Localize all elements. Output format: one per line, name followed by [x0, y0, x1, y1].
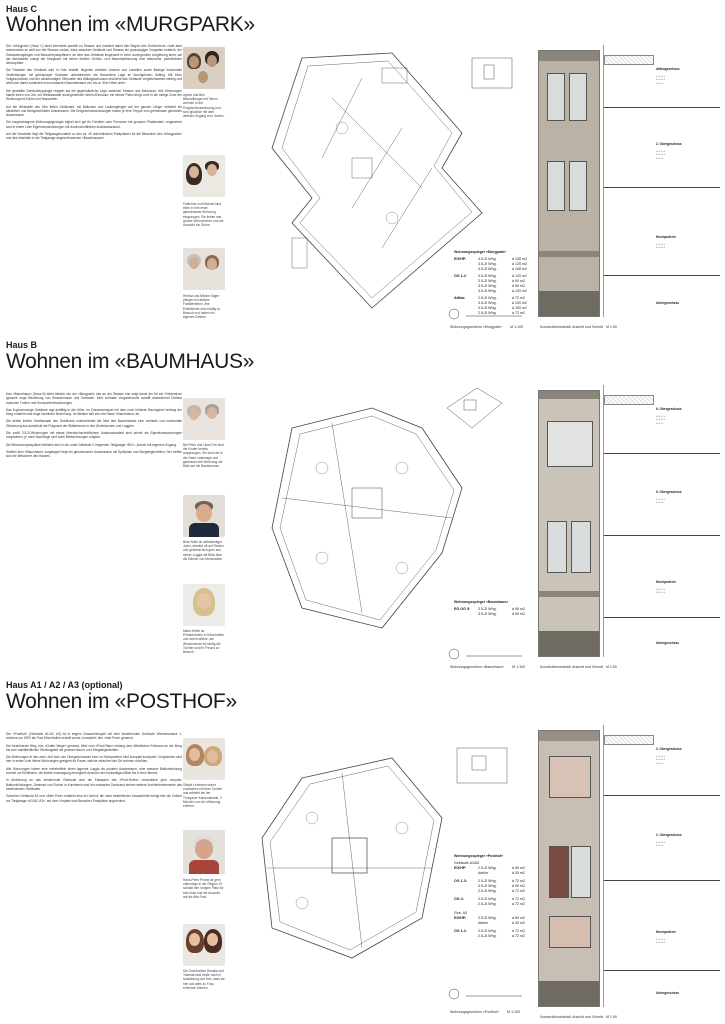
floor-plan: [232, 378, 532, 668]
haus-label: Haus A1 / A2 / A3 (optional): [6, 680, 123, 690]
spiegel-row: 3.5-Zi Whg. à 90 m2: [478, 284, 525, 288]
section-murgpark: [0, 0, 725, 333]
paragraph: Auf der Nordseite liegt die Tiefgaragenzufahrt zu den ca. 40 unterirdischen Parkplätzen für die Bewohner des «Murgparks» und des ebenfalls in die Tiefgarage angeschlossenen «Baumhauses».: [6, 132, 182, 141]
spiegel-row: 3.5-Zi Whg. à 90 m2: [478, 279, 525, 283]
plan-caption: Wohnungsgrundriss «Baumhaus» M 1:100: [450, 665, 526, 669]
plan-caption: Wohnungsgrundriss «Murgpark» M 1:100: [450, 325, 524, 329]
resident-photo: [183, 738, 225, 780]
photo-caption: Sibylle Lehmann wohnt zusammen mit ihrer Tochter und arbeitet bei der Thurgauer Kantonalbank, 3 Minuten von der Wohnung entfernt.: [183, 783, 223, 809]
spiegel-heading: Wohnungsspiegel «Murgpark»: [454, 250, 507, 254]
section-posthof: [0, 680, 725, 1019]
section-title: Wohnen im «MURGPARK»: [6, 13, 255, 36]
body-text: [6, 392, 182, 462]
spiegel-row: 2.5-Zi Whg. à 72 m2: [478, 311, 525, 315]
detail-caption: Konstruktionsdetail: Ansicht und Schnitt M 1:50: [540, 1015, 617, 1019]
body-text: [6, 732, 182, 806]
paragraph: Die vorgeschlagene Wohnungstypologie eignet sich gut für Familien oder Personen mit grossem Platzbedarf; vorgesehen sind in erster Linie Eigentumswohnungen mit durchschnittlichen Ausbaustandard.: [6, 120, 182, 129]
floor-label: 5. Obergeschoss: [656, 490, 682, 494]
photo-caption: Maria Heller ist Primarlehrerin in Münchwilen und wohnt alleine, am Wochenende ist häufig die Tochter und ihr Freund zu Besuch.: [183, 629, 225, 655]
paragraph: Die zwölf 3.5-Zi-Wohnungen mit etwas überdurchschnittlichem Ausbaustandard sind primär als Eigentumswohnungen vorgesehen, je nach Nachfrage sind auch Mietwohnungen möglich.: [6, 431, 182, 440]
floor-label: 2. Obergeschoss: [656, 833, 682, 837]
wohnungsspiegel: [454, 600, 525, 617]
paragraph: Zwischen Gebäude A2 und «Alter Post» entsteht eine Art Vorhof; die neue bestehender Ansatzdübbt erfolgt hier die Zufahrt zur Tiefgarage «A1/A2, A3», auf dem Vorplatz sind Besucher-Parkplätze angeordnet.: [6, 794, 182, 803]
resident-photo: [183, 924, 225, 966]
paragraph: Das 6-geschossige Gebäude ragt auffällig in die Höhe, im Zusammenspiel mit dem noch höheren Baumgürtel entlang der Murg entsteht eine enge räumliche Beziehung. Im Westen teilt sich die Name «Baumhaus» ab.: [6, 407, 182, 417]
spiegel-row: OG 1-2: 2.5-Zi Whg. à 72 m2: [454, 929, 525, 933]
wohnungsspiegel: [454, 250, 527, 316]
photo-caption: Bei Peter und Lilian Frei sind die Kinder bereits ausgezogen. Sie sind viel in der Natur unterwegs und geniessen die Wohnung mit Blick auf die Baumkronen.: [183, 443, 224, 469]
resident-photo: [183, 248, 225, 290]
spiegel-row: 3.5-Zi Whg. à 99 m2: [478, 612, 525, 616]
facade-view: [538, 50, 600, 317]
floor-label: 2. Obergeschoss: [656, 142, 682, 146]
paragraph: Südlich dem «Baumhaus» vorgelagert liegt ein gemeinsamer Aussenraum mit Spielplatz und Sitzgelegenheiten, hier treffen sich die Bewohner des Hauses.: [6, 449, 182, 459]
paragraph: Alle Wohnungen haben eine mehrheitlich einen lagende Loggia als privaten Aussenraum, eine massive Balkonbrüstung schützt vor Einblicken, die leichte Auskragung ermöglicht dennoch den rückseitigen Blick bis in den Himmel.: [6, 766, 182, 776]
detail-caption: Konstruktionsdetail: Ansicht und Schnitt M 1:50: [540, 325, 617, 329]
paragraph: Das «Baumhaus» (Haus B) steht ähnlich wie der «Murgpark» klar an der Strasse und zeigt damit der für ein Ortszentrum typische enge Beziehung von Strassenraum und Gebäude. Eine schmale Vorgartenzone schafft ausreichend Distanz zwischen Trottoir und Hochparterrewohnungen.: [6, 392, 182, 405]
photo-caption: Fabienne und Michael sind eben in ihre erste gemeinsame Wohnung eingezogen. Sie lieben das grosse Wohnzimmer und die Aussicht ins Grüne.: [183, 202, 224, 228]
spiegel-heading: Wohnungsspiegel «Baumhaus»: [454, 600, 509, 604]
haus-label: Haus B: [6, 340, 38, 350]
spiegel-heading: Wohnungsspiegel «Posthof»: [454, 854, 504, 858]
section-cut: Attikageschoss ▪ ▪ ▪ ▪ ▪ ▪ ▪ ▪ ▪ ▪ ▪ ▪ ▪ ▪ ▪ ▪ ▪ 2. Obergeschoss ▪ ▪ ▪ ▪ ▪ ▪ ▪ ▪ ▪ ▪ ▪ ▪ ▪ ▪ ▪ ▪ ▪ Hochparterre ▪ ▪ ▪ ▪ ▪ ▪ ▪ ▪ ▪ ▪ ▪ ▪ Untergeschoss: [603, 45, 720, 317]
spiegel-row: OG 4: 2.5-Zi Whg. à 72 m2: [454, 897, 525, 901]
spiegel-row: 2.5-Zi Whg. à 72 m2: [478, 889, 525, 893]
paragraph: Der «Posthof» (Gebäude A1/A2, A3) ist in engem Zusammenspiel mit dem bestehenden Gebäude Wiesenstrasse 1, welches um 1909 als Post Münchwilen erstellt wurde, konzipiert; hier «Alte Post» genannt.: [6, 732, 182, 741]
paragraph: Die gewählte Gebäudetypologie reagiert auf die gegensätzliche Lage zwischen Strasse und Bachraum: Alle Wohnungen haben einen von Ost- zur Westfassade durchgehenden Wohn-/Essraum; ein kleiner Patio bringt Licht in die mittige Zone der Wohnung mit Küche und Nasszellen.: [6, 88, 182, 102]
resident-photo: [183, 584, 225, 626]
photo-caption: Agnes und Ben Bischofberger mit Simon wohnen in der Erdgeschosswohnung und sind glücklich mit dem direkten Zugang zum Garten.: [183, 93, 225, 119]
spiegel-row: Attika: 2.5-Zi Whg. à 72 m2: [454, 296, 525, 300]
facade-view: [538, 390, 600, 657]
floor-label: Untergeschoss: [656, 641, 680, 645]
spiegel-row: 3.5-Zi Whg. à 100 m2: [478, 306, 527, 310]
floor-label: Untergeschoss: [656, 991, 680, 995]
resident-photo: [183, 155, 225, 197]
floor-plan-drawing: [232, 378, 532, 668]
north-arrow-icon: [449, 989, 459, 999]
floor-label: Hochparterre: [656, 930, 677, 934]
resident-photo: [183, 830, 225, 874]
spiegel-row: Atelier à 30 m2: [478, 921, 525, 925]
spiegel-row: 4.5-Zi Whg. à 108 m2: [478, 267, 527, 271]
spiegel-row: EG/HP: 2.5-Zi Whg. à 69 m2: [454, 866, 525, 870]
spiegel-row: EG/HP: 2.5-Zi Whg. à 69 m2: [454, 916, 525, 920]
section-title: Wohnen im «BAUMHAUS»: [6, 350, 255, 373]
photo-caption: Helmut und Miriam Sager pflegen ein aktives Familienleben, ihre Enkelkinder sind häufig zu Besuch und haben ein eigenes Zimmer.: [183, 294, 221, 320]
haus-label: Haus C: [6, 4, 38, 14]
spiegel-row: 3.5-Zi Whg. à 90 m2: [478, 884, 525, 888]
floor-label: 3. Obergeschoss: [656, 747, 682, 751]
paragraph: In Anlehnung an das bestehende Gebäude sind die Fassaden des «Post-Hofes» mineralisch grob verputzt. Balkonbrüstungen, Gesimse und Sockel in Kunststein sind ein markanter Dachrand stehen weitere Architekturelemente des bestehenden Gebäudes.: [6, 778, 182, 791]
spiegel-row: OG 1-2: 3.5-Zi Whg. à 120 m2: [454, 274, 527, 278]
plan-caption: Wohnungsgrundriss «Posthof» M 1:100: [450, 1010, 521, 1014]
paragraph: Auf der Westseite des 16m tiefen Gebäudes, mit Balkonen und Laubengängen auf der ganzen Länge, entsteht ein attraktiver und lärmgeschützter Aussenraum. Die Erdgeschosswohnungen haben je eine Treppe zum gemeinsam genutzten Aussenraum.: [6, 104, 182, 118]
paragraph: Der «Murgpark» (Haus C) steht einerseits parallel zu Strasse und markiert damit den Beginn des Dorfzentrum, rückt aber andererseits so weit von der Strasse zurück, dass zwischen Gebäude und Strasse ein grosszügiger Vorgarten entsteht, der Gebäudezugängen und Besucherparkplätzen, an dem das Gebäude insgesamt in einer durchgrünten Umgebung steht; auf der Abendseite orangt der Murgbach mit seiner dichten Gehölz- und Baumbepflanzung eine naturnahe, parkähnliche Atmosphäre.: [6, 44, 182, 66]
spiegel-row: Geb. A3: [454, 911, 467, 915]
spiegel-row: EG/HP: 4.5-Zi Whg. à 108 m2: [454, 257, 527, 261]
wohnungsspiegel: [454, 854, 525, 939]
photo-caption: Beat Suter ist selbständiger Jurist, arbeitet oft auf Reisen und geniesst sich gern aus seiner Loggia mit Blick über die Dächer von Münchwilen.: [183, 540, 224, 561]
spiegel-row: 3.5-Zi Whg. à 120 m2: [478, 289, 527, 293]
resident-photo: [183, 495, 225, 537]
paragraph: Der bestehende Weg, hier «Gutter Wege» genannt, führt vom «Post-Platz» entlang dem öffentlichen Freiraum an der Murg bis zum habliffentlichen Siedlungsteil mit grossen Baum- und Sitzgelegenheiten.: [6, 743, 182, 752]
floor-label: Attikageschoss: [656, 67, 680, 71]
spiegel-row: OG 1-3: 2.5-Zi Whg. à 72 m2: [454, 879, 525, 883]
paragraph: Die Fassade des Gebäuds wird in Holz erstellt; tiegende vertikale Lisenen und Lamellen sowie flächige horizontale Verkleidungen mit grünsprayer Holzlasur unterstreichen die Besondere Lage im durchgrünten Setting. Mit ihren Vollgeschossen und der zackenartigen Silhouette des Attikageschosses erscheint das Gebäude vergleichsweise niedrig und wirkt sich damit zusätzlich vom markanten Baumbestand von bis zu 30m Höhe unter.: [6, 68, 182, 86]
body-text: [6, 44, 182, 144]
spiegel-row: 2.5-Zi Whg. à 72 m2: [478, 934, 525, 938]
spiegel-row: 3.5-Zi Whg. à 100 m2: [478, 301, 527, 305]
north-arrow-icon: [449, 649, 459, 659]
floor-label: Hochparterre: [656, 235, 677, 239]
paragraph: Die Bewohnerparkplätze befinden sich in der unter Gebäude C liegenden Tiefgarage «B/C», jedoch mit eigenem Zugang.: [6, 442, 177, 447]
resident-photo: [183, 47, 225, 89]
spiegel-row: EG-OG 5: 3.5-Zi Whg. à 96 m2: [454, 607, 525, 611]
spiegel-row: 2.5-Zi Whg. à 72 m2: [478, 902, 525, 906]
section-title: Wohnen im «POSTHOF»: [6, 690, 237, 713]
section-cut: 3. Obergeschoss ▪ ▪ ▪ ▪ ▪ ▪ ▪ ▪ ▪ ▪ ▪ ▪ ▪ ▪ ▪ ▪ ▪ 2. Obergeschoss ▪ ▪ ▪ ▪ ▪ ▪ ▪ ▪ ▪ ▪ ▪ Hochparterre ▪ ▪ ▪ ▪ ▪ ▪ ▪ ▪ ▪ ▪ ▪ ▪ Untergeschoss: [603, 725, 720, 1007]
facade-view: [538, 730, 600, 1007]
floor-label: 6. Obergeschoss: [656, 407, 682, 411]
floor-label: Hochparterre: [656, 580, 677, 584]
paragraph: Die tiefste leichte Holzfassade des Gebäudes unterscheidet die Idee des Baumhauses eine vertikale und horizontale Gliederung aus ausdrückt die Prägnanz der Blätterkrone in den Wohnräumen und Loggien.: [6, 419, 182, 428]
photo-caption: Hans-Peter Probst ist gern unterwegs in der Region. Er schätzt den ruhigen Platz für sein Auto und die Aussicht auf die Alte Post.: [183, 878, 224, 899]
resident-photo: [183, 398, 225, 440]
section-baumhaus: [0, 340, 725, 673]
paragraph: Die Wohnungen in den zwei, drei bzw. vier Obergeschossen bzw. im Hochparterre sind kompakt konzipiert. Vorgesehen sind hier in erster Linie kleine Wohnungen geeignet für Paare, welche zwischen der Ort wohnen möchten.: [6, 755, 182, 764]
photo-caption: Die Geschwister Rosalia und Yolanda sind beide noch in Ausbildung und froh, dass sie hier aus alles zu Fuss erreichen können.: [183, 969, 225, 990]
spiegel-row: Gebäude A1/A2: [454, 861, 480, 865]
floor-label: Untergeschoss: [656, 301, 680, 305]
spiegel-row: 3.5-Zi Whg. à 120 m2: [478, 262, 527, 266]
spiegel-row: Atelier à 30 m2: [478, 871, 525, 875]
detail-caption: Konstruktionsdetail: Ansicht und Schnitt M 1:50: [540, 665, 617, 669]
section-cut: 6. Obergeschoss ▪ ▪ ▪ ▪ ▪ ▪ ▪ ▪ ▪ ▪ ▪ ▪ ▪ ▪ ▪ ▪ ▪ 5. Obergeschoss ▪ ▪ ▪ ▪ ▪ ▪ ▪ ▪ ▪ ▪ ▪ Hochparterre ▪ ▪ ▪ ▪ ▪ ▪ ▪ ▪ ▪ ▪ ▪ ▪ Untergeschoss: [603, 385, 720, 657]
